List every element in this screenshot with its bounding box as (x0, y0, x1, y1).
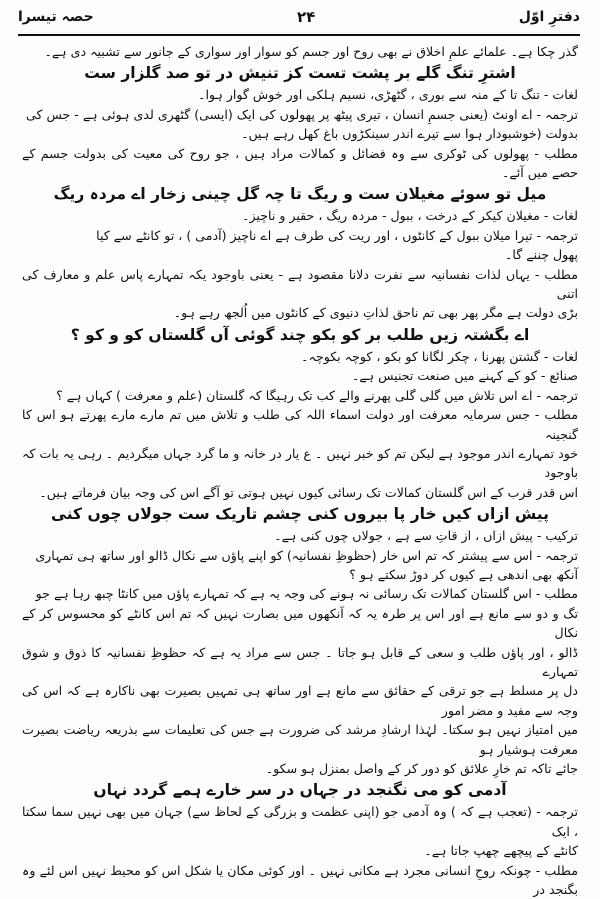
text-line: تگ و دو سے مانع ہے اور اس پر طرہ یہ کہ آنکھوں میں بصارت نہیں کہ تم اس کانٹے کو محسوس کر کے نکال (22, 605, 578, 641)
text-line: لغات - مغیلان کیکر کے درخت ، ببول - مردہ ریگ ، حقیر و ناچیز۔ (242, 208, 578, 224)
text-line: میں امتیاز نہیں ہو سکتا۔ لہٰذا ارشادِ مرشد کی ضرورت ہے جس کی تعلیمات سے بذریعہ ریاضت بصیرت معرفت ہوشیار ہو (22, 722, 578, 757)
text-line: مطلب - اس گلستان کمالات تک رسائی نہ ہونے کی وجہ یہ ہے کہ تمہارے پاؤں میں کانٹا چبھ رہا ہے جو (35, 586, 578, 602)
text-line: بڑی دولت ہے مگر پھر بھی تم ناحق لذاتِ دنیوی کے کانٹوں میں اُلجھ رہے ہو۔ (173, 305, 578, 321)
text-line: ڈالو ، اور پاؤں طلب و سعی کے قابل ہو جاتا ۔ جس سے مراد یہ ہے کہ حظوظِ نفسانیہ کا ذوق و شوق تمہارے (22, 644, 578, 679)
text-line: دل پر مسلط ہے جو ترقی کے حقائق سے مانع ہے اور ساتھ ہی تمہیں بصیرت بھی ناکارہ ہے کہ اس کی وجہ سے مفید و مضر امور (22, 683, 578, 718)
text-line: ترجمہ - اے اونٹ (یعنی جسمِ انسان ، تیری پیٹھ پر پھولوں کی ایک (ایسی) گٹھری لدی ہوئی ہے - جس کی (25, 106, 578, 122)
text-line: لغات - تنگ تا کے منہ سے بوری ، گٹھڑی، نسیم ہلکی اور خوش گوار ہوا۔ (198, 87, 578, 103)
text-line: ترجمہ - تیرا میلان ببول کے کانٹوں ، اور ریت کی طرف ہے اے ناچیز (آدمی ) ، تو کانٹے سے کیا (96, 227, 578, 243)
book-section-title: دفترِ اوّل (518, 9, 580, 25)
text-line: ترجمہ - اے اس تلاش میں گلی گلی پھرنے والے کب تک رہیگا کہ گلستان (علم و معرفت ) کہاں ہے ؟ (56, 387, 578, 403)
page-body (22, 42, 578, 898)
text-line: لغات - گشتن پھرنا ، چکر لگانا کو بکو ، کوچہ بکوچہ۔ (301, 348, 578, 364)
text-line: مطلب - یہاں لذات نفسانیہ سے نفرت دلانا مقصود ہے - یعنی باوجود یکہ تمہارے پاس علم و معارف کی اتنی (22, 266, 578, 302)
page-header (18, 0, 580, 36)
text-line: آنکھ بھی اندھی ہے کیوں کر دوڑ سکتے ہو ؟ (349, 566, 578, 582)
text-line: پھول چننے گا۔ (505, 247, 578, 263)
persian-verse: اے بگشتہ زیں طلب بر کو بکو چند گوئی آں گلستاں کو و کو ؟ (70, 325, 530, 344)
text-line: جائے تاکہ تم خارِ علائق کو دور کر کے واصل بمنزل ہو سکو۔ (265, 761, 578, 776)
text-line: ترجمہ - اس سے پیشتر کہ تم اس خار (حظوظِ نفسانیہ) کو اپنے پاؤں سے نکال ڈالو اور ساتھ ہی تمہاری (35, 547, 578, 563)
text-line: ترکیب - پیش ازاں ، از قاتِ سے ہے ، جولاں چوں کنی ہے۔ (274, 528, 578, 544)
persian-verse: میل تو سوئے مغیلان ست و ریگ تا چہ گل چینی زخار اے مردہ ریگ (53, 185, 547, 204)
text-line: مطلب - چونکہ روحِ انسانی مجرد ہے مکانی نہیں ۔ اور کوئی مکان یا شکل اس کو محیط نہیں اس لئے وہ بگنجد در (22, 862, 578, 898)
text-line: مطلب - جس سرمایہ معرفت اور دولت اسماء اللہ کی طلب و تلاش میں تم مارے مارے پھرتے ہو اس کا گنجینہ (22, 407, 578, 442)
part-title: حصہ تیسرا (18, 9, 94, 25)
page-number: ۲۴ (297, 8, 316, 26)
text-line: بدولت (خوشبودار ہوا سے تیرے اندر سینکڑوں باغ کھل رہے ہیں۔ (241, 126, 578, 142)
text-line: اس قدر قرب کے اس گلستان کمالات تک رسائی کیوں نہیں ہوتی تو آگے اس کی وجہ بیان فرماتے ہیں۔ (39, 484, 578, 500)
text-line: صنائع - کو کے کہنے میں صنعت تجنیس ہے۔ (351, 368, 578, 384)
text-line: خود تمہارے اندر موجود ہے لیکن تم کو خبر نہیں ۔ ع یار در خانہ و ما گرد جہاں میگردیم ۔ رہی یہ بات کہ باوجود (22, 445, 578, 481)
text-line: مطلب - پھولوں کی ٹوکری سے وہ فضائل و کمالات مراد ہیں ، جو روح کی معیت کی بدولت جسم کے حصے میں آئے۔ (22, 145, 578, 181)
persian-verse: آدمی کو می نگنجد در جہاں در سر خارے ہمے گردد نہاں (93, 781, 507, 800)
text-line: کانٹے کے پیچھے چھپ جاتا ہے۔ (424, 843, 578, 859)
persian-verse: پیش ازاں کیں خار پا بیروں کنی چشم تاریک ست جولاں چوں کنی (51, 505, 549, 524)
text-line: ترجمہ - (تعجب ہے کہ ) وہ آدمی جو (اپنی عظمت و بزرگی کے لحاظ سے) جہان میں بھی نہیں سما سکتا ، ایک (22, 804, 578, 839)
text-line: گذر چکا ہے۔ علمائے علمِ اخلاق نے بھی روح اور جسم کو سوار اور سواری کے جانور سے تشبیہ دی ہے۔ (44, 44, 578, 59)
persian-verse: اشترِ تنگ گلے بر پشت تست کز تنیش در تو صد گلزار ست (84, 64, 516, 83)
